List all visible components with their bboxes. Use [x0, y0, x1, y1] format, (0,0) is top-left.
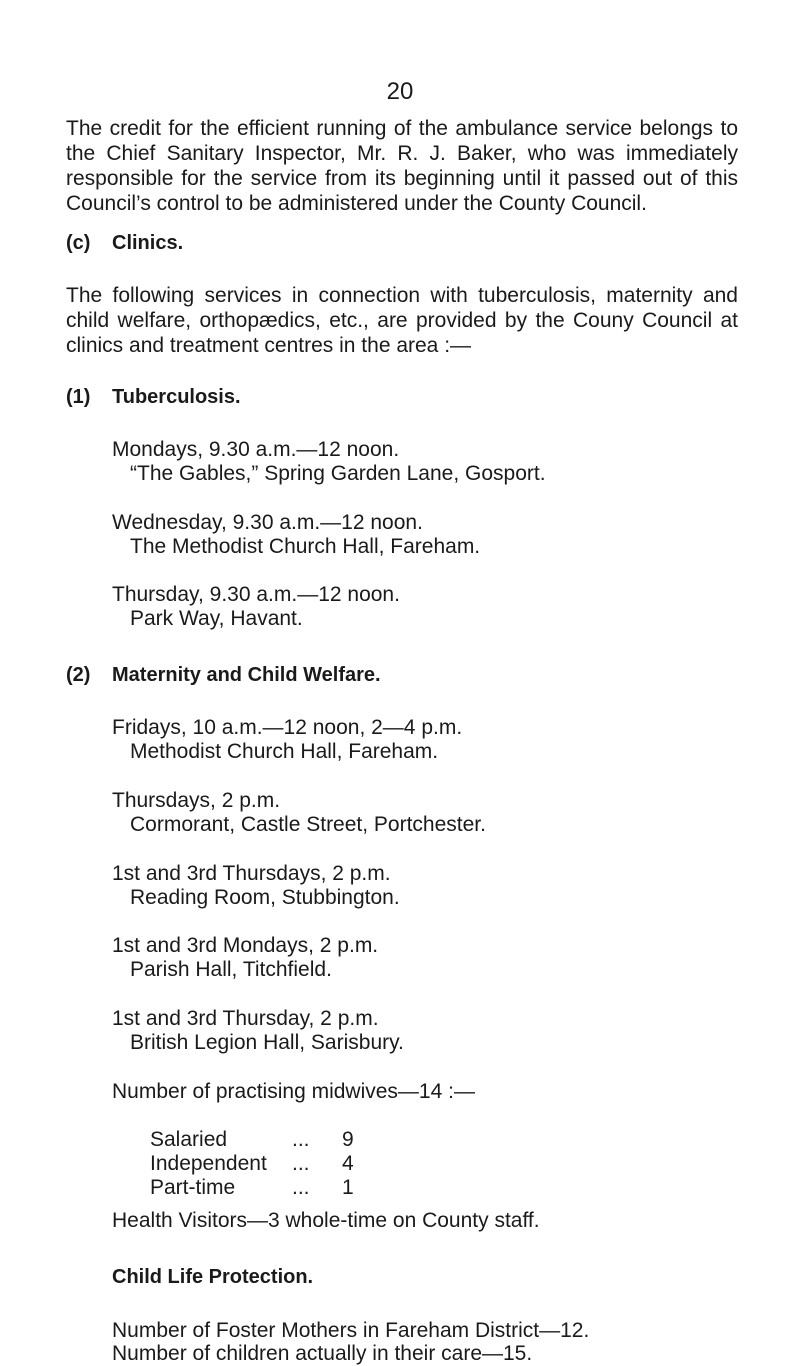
clinics-heading-number: (c) — [66, 232, 91, 254]
foster-mothers-line: Number of Foster Mothers in Fareham District—12. — [112, 1319, 590, 1342]
mcw-entry-1-place: Methodist Church Hall, Fareham. — [130, 740, 439, 763]
midwives-row-label: Part-time — [150, 1176, 236, 1199]
clinics-paragraph: The following services in connection with tuberculosis, maternity and child welfare, orthopædics, etc., are provided by the Couny Council at clinics and treatment centres in the area :— — [66, 284, 738, 357]
clinics-heading — [66, 232, 183, 255]
intro-paragraph: The credit for the efficient running of the ambulance service belongs to the Chief Sanitary Inspector, Mr. R. J. Baker, who was immediately responsible for the service from its beginning until it passed out of this Council’s control to be administered under the County Council. — [66, 117, 738, 215]
mcw-entry-3-time: 1st and 3rd Thursdays, 2 p.m. — [112, 862, 391, 885]
midwives-row-count: 4 — [342, 1152, 354, 1175]
midwives-row-label: Salaried — [150, 1128, 228, 1151]
midwives-row-dots: ... — [292, 1176, 310, 1199]
mcw-entry-5-place: British Legion Hall, Sarisbury. — [130, 1031, 404, 1054]
midwives-row-salaried — [150, 1128, 354, 1152]
tuberculosis-heading-title: Tuberculosis. — [112, 386, 241, 408]
midwives-row-dots: ... — [292, 1152, 310, 1175]
mcw-entry-2-time: Thursdays, 2 p.m. — [112, 789, 281, 812]
tb-entry-1-place: “The Gables,” Spring Garden Lane, Gosport. — [130, 462, 546, 485]
mcw-entry-4-place: Parish Hall, Titchfield. — [130, 958, 332, 981]
tuberculosis-heading-number: (1) — [66, 386, 91, 408]
maternity-heading — [66, 664, 381, 687]
tb-entry-2-place: The Methodist Church Hall, Fareham. — [130, 535, 481, 558]
maternity-heading-title: Maternity and Child Welfare. — [112, 664, 381, 686]
mcw-entry-5-time: 1st and 3rd Thursday, 2 p.m. — [112, 1007, 379, 1030]
clinics-heading-title: Clinics. — [112, 232, 184, 254]
child-life-heading: Child Life Protection. — [112, 1266, 314, 1288]
tuberculosis-heading — [66, 386, 241, 409]
mcw-entry-3-place: Reading Room, Stubbington. — [130, 886, 400, 909]
page-number: 20 — [386, 78, 414, 105]
midwives-line: Number of practising midwives—14 :— — [112, 1080, 475, 1103]
midwives-row-independent — [150, 1152, 354, 1176]
health-visitors-line: Health Visitors—3 whole-time on County staff. — [112, 1209, 540, 1232]
maternity-heading-number: (2) — [66, 664, 91, 686]
midwives-row-count: 1 — [342, 1176, 354, 1199]
tb-entry-2-time: Wednesday, 9.30 a.m.—12 noon. — [112, 511, 423, 534]
midwives-row-count: 9 — [342, 1128, 354, 1151]
midwives-row-label: Independent — [150, 1152, 267, 1175]
mcw-entry-1-time: Fridays, 10 a.m.—12 noon, 2—4 p.m. — [112, 716, 463, 739]
mcw-entry-4-time: 1st and 3rd Mondays, 2 p.m. — [112, 934, 379, 957]
tb-entry-3-time: Thursday, 9.30 a.m.—12 noon. — [112, 583, 400, 606]
midwives-row-dots: ... — [292, 1128, 310, 1151]
tb-entry-3-place: Park Way, Havant. — [130, 607, 303, 630]
tb-entry-1-time: Mondays, 9.30 a.m.—12 noon. — [112, 438, 400, 461]
midwives-row-part-time — [150, 1176, 354, 1200]
children-in-care-line: Number of children actually in their care—15. — [112, 1342, 533, 1365]
mcw-entry-2-place: Cormorant, Castle Street, Portchester. — [130, 813, 486, 836]
